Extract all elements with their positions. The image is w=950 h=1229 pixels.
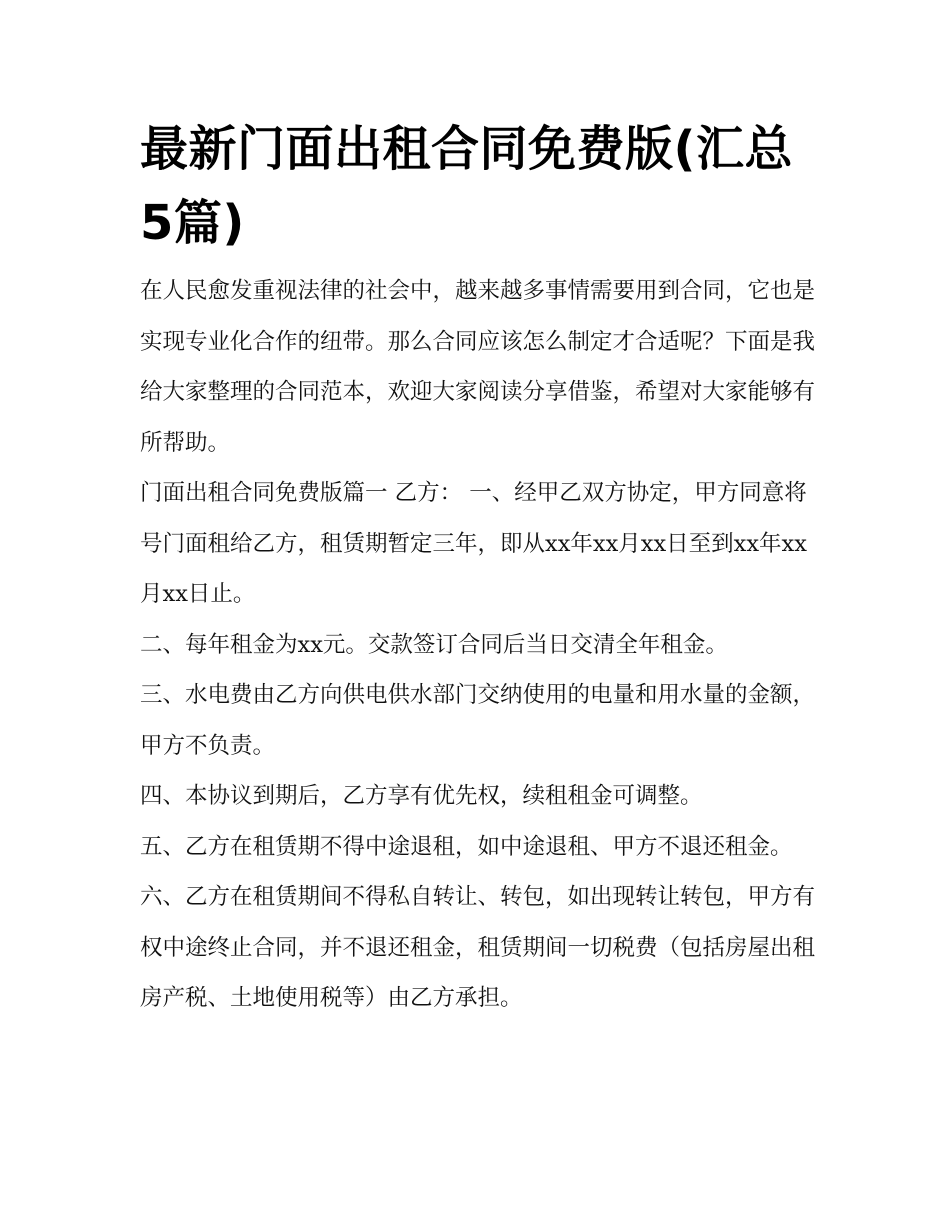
paragraph-intro: 在人民愈发重视法律的社会中，越来越多事情需要用到合同，它也是实现专业化合作的纽带。那么合同应该怎么制定才合适呢？下面是我给大家整理的合同范本，欢迎大家阅读分享借鉴，希望对大家能够有所帮助。 <box>140 278 816 456</box>
paragraph-clause-3: 三、水电费由乙方向供电供水部门交纳使用的电量和用水量的金额，甲方不负责。 <box>140 682 816 759</box>
paragraph-clause-4: 四、本协议到期后，乙方享有优先权，续租租金可调整。 <box>140 783 703 809</box>
document-title: 最新门面出租合同免费版(汇总5篇) <box>140 121 793 251</box>
paragraph-clause-1: 门面出租合同免费版篇一 乙方： 一、经甲乙双方协定，甲方同意将 号门面租给乙方，租赁期暂定三年，即从xx年xx月xx日至到xx年xx月xx日止。 <box>140 480 807 607</box>
paragraph-clause-6: 六、乙方在租赁期间不得私自转让、转包，如出现转让转包，甲方有权中途终止合同，并不退还租金，租赁期间一切税费（包括房屋出租房产税、土地使用税等）由乙方承担。 <box>140 884 816 1011</box>
paragraph-clause-5: 五、乙方在租赁期不得中途退租，如中途退租、甲方不退还租金。 <box>140 833 793 860</box>
document-body <box>140 112 815 1024</box>
paragraph-clause-2: 二、每年租金为xx元。交款签订合同后当日交清全年租金。 <box>140 631 728 658</box>
